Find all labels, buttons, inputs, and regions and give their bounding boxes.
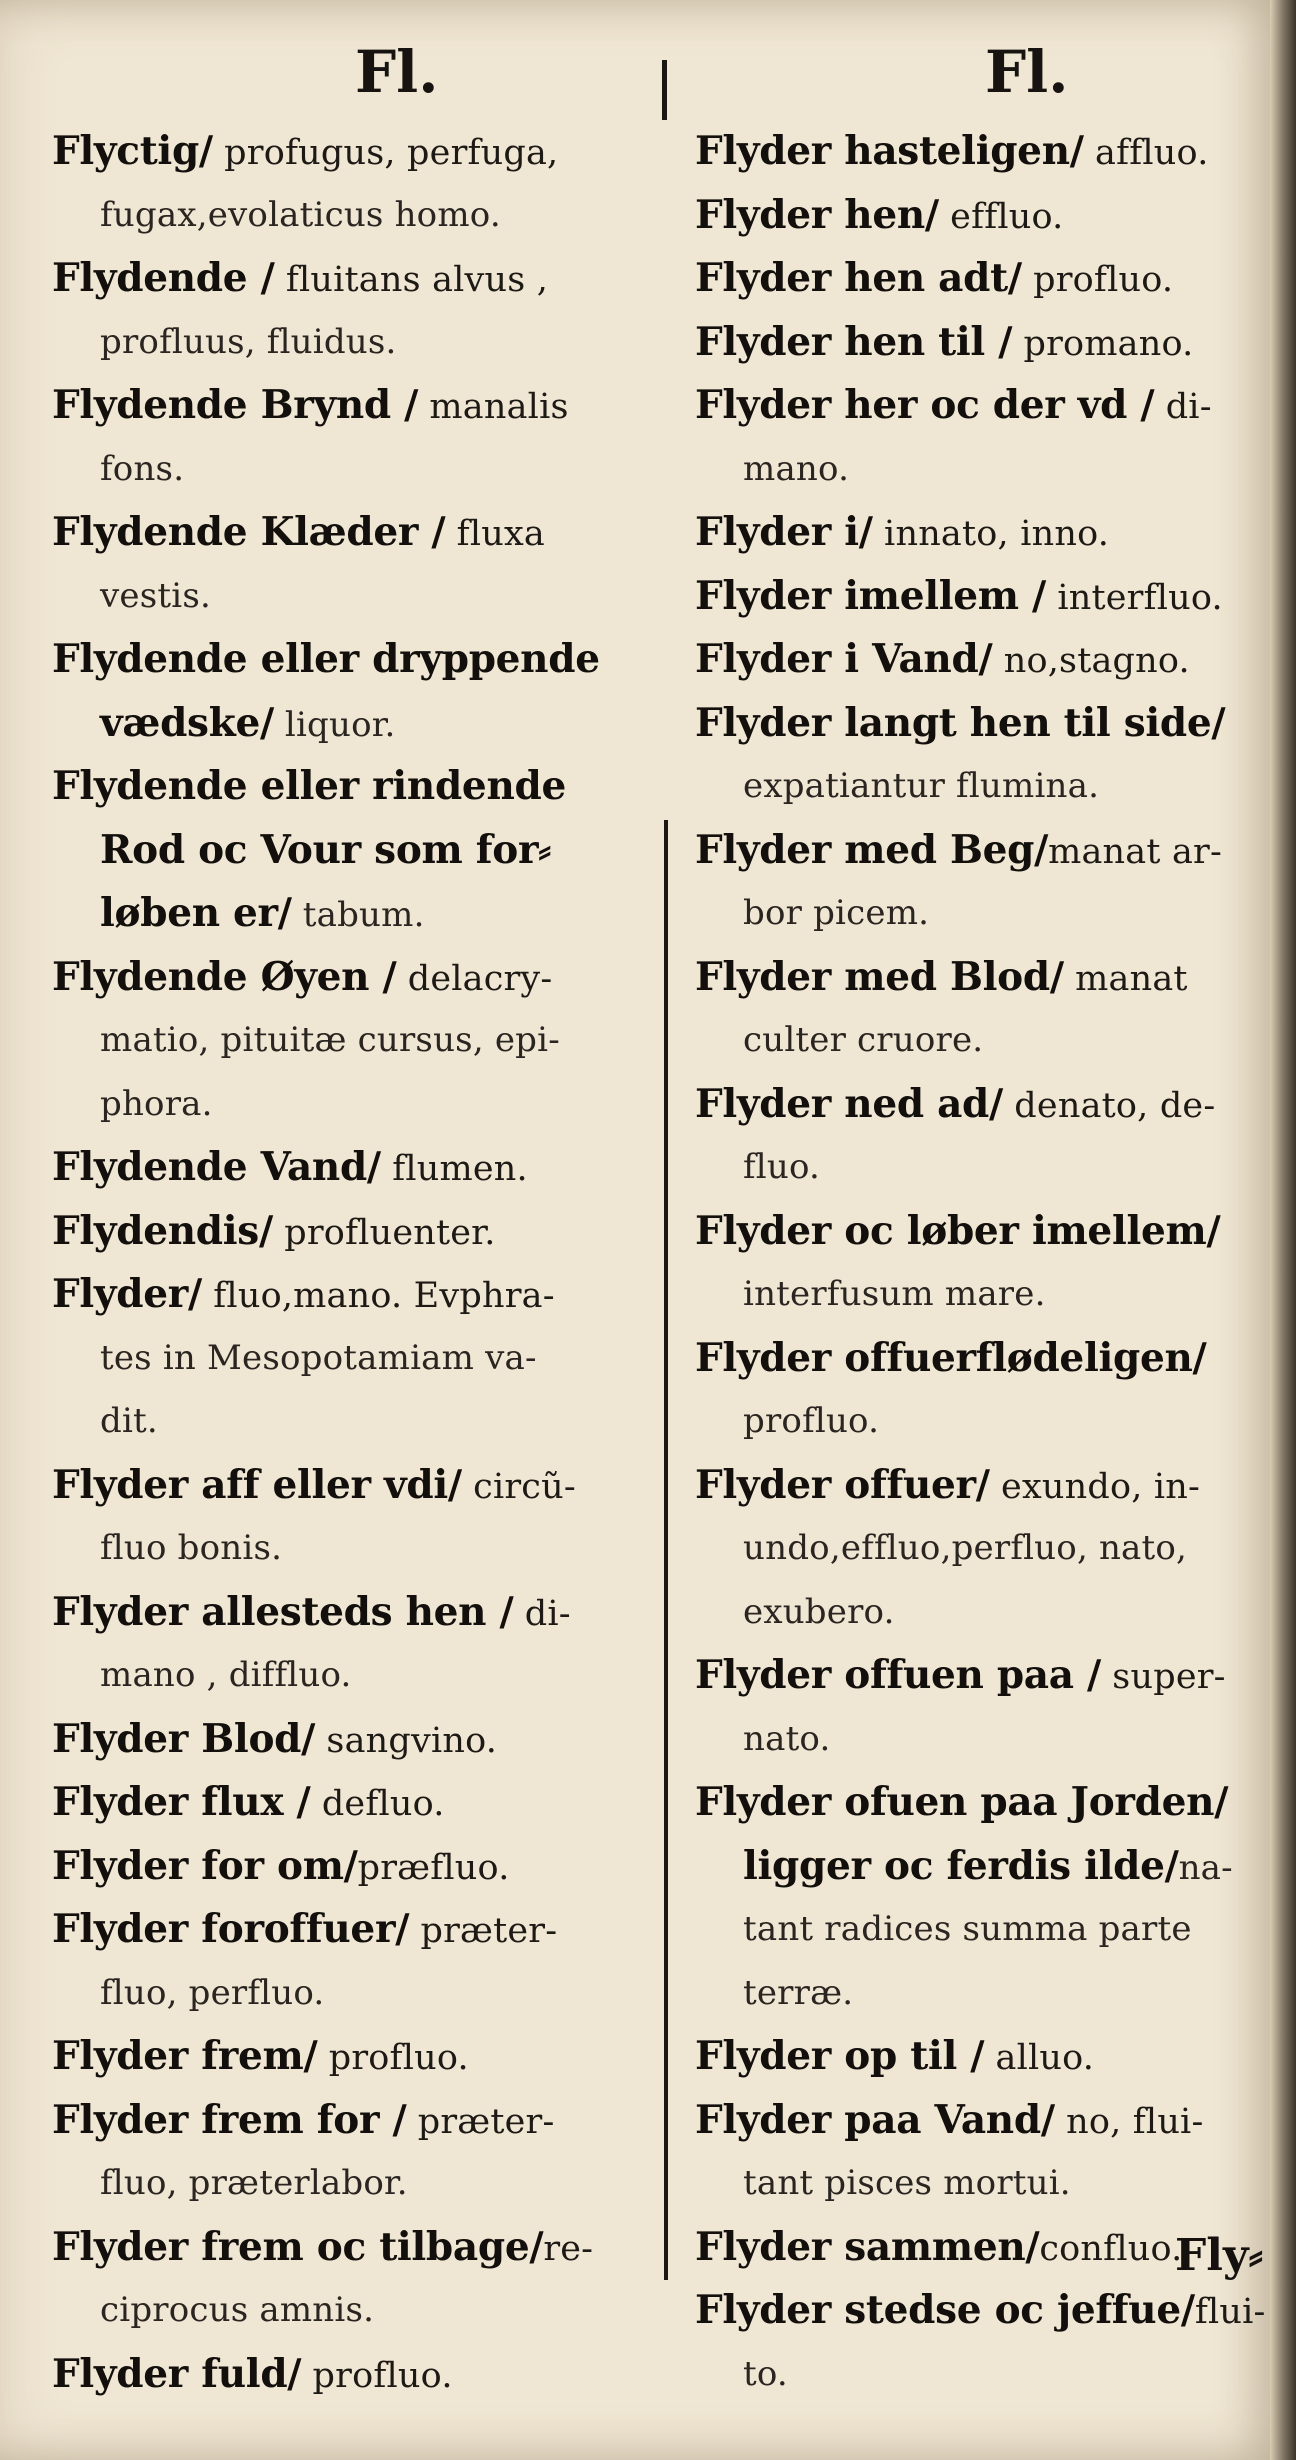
- headword: Flyder i/: [695, 509, 873, 555]
- entry-line: [695, 1136, 1285, 1200]
- entry-line: [695, 2089, 1285, 2153]
- headword: Flyder frem oc tilbage/: [52, 2223, 544, 2270]
- latin-gloss: fluo, perfluo.: [100, 1972, 325, 2013]
- latin-gloss: undo,effluo,perfluo, nato,: [743, 1528, 1188, 1568]
- latin-gloss: mano.: [743, 448, 850, 489]
- latin-gloss: præfluo.: [357, 1847, 510, 1888]
- headword: Rod oc Vour som for⸗: [100, 826, 551, 873]
- entry-line: [52, 1517, 662, 1581]
- latin-gloss: profluo.: [301, 2355, 453, 2396]
- latin-gloss: tant pisces mortui.: [743, 2163, 1071, 2203]
- latin-gloss: manat ar-: [1048, 831, 1222, 872]
- entry-line: [695, 2025, 1285, 2089]
- right-running-head: Fl.: [985, 38, 1069, 106]
- latin-gloss: fluo, præterlabor.: [100, 2163, 408, 2203]
- dictionary-entry: [52, 946, 662, 1137]
- entry-line: [52, 1835, 662, 1899]
- latin-gloss: exubero.: [743, 1591, 895, 1632]
- entry-line: [52, 438, 662, 502]
- headword: Flydende /: [52, 255, 275, 301]
- latin-gloss: præter-: [406, 2101, 555, 2142]
- left-running-head: Fl.: [355, 38, 439, 106]
- latin-gloss: fluo bonis.: [100, 1528, 283, 1568]
- headword: Flyder Blod/: [52, 1715, 316, 1762]
- latin-gloss: tabum.: [291, 895, 425, 935]
- latin-gloss: interfluo.: [1046, 577, 1223, 618]
- dictionary-entry: [695, 1454, 1285, 1645]
- latin-gloss: præter-: [409, 1911, 558, 1951]
- latin-gloss: manalis: [418, 387, 569, 427]
- latin-gloss: defluo.: [310, 1784, 445, 1824]
- entry-line: [695, 1327, 1285, 1391]
- latin-gloss: flui-: [1194, 2292, 1266, 2332]
- entry-line: [695, 1644, 1285, 1708]
- latin-gloss: profluo.: [1021, 260, 1174, 300]
- latin-gloss: innato, inno.: [872, 514, 1110, 554]
- latin-gloss: circũ-: [461, 1466, 576, 1507]
- entry-line: [695, 120, 1285, 184]
- entry-line: [52, 2089, 662, 2153]
- entry-line: [52, 692, 662, 756]
- entry-line: [52, 1390, 662, 1454]
- left-column: [52, 120, 662, 2406]
- headword: Flyder oc løber imellem/: [695, 1207, 1221, 1254]
- entry-line: [695, 1073, 1285, 1137]
- entry-line: [52, 247, 662, 311]
- dictionary-entry: [695, 247, 1285, 311]
- dictionary-entry: [695, 565, 1285, 629]
- dictionary-entry: [52, 1835, 662, 1899]
- headword: Flydende eller dryppende: [52, 636, 600, 682]
- headword: Flyder hen til /: [695, 318, 1013, 365]
- latin-gloss: vestis.: [100, 575, 211, 616]
- dictionary-entry: [52, 2343, 662, 2407]
- dictionary-entry: [52, 1708, 662, 1772]
- entry-line: [52, 1771, 662, 1835]
- column-rule: [664, 820, 668, 2280]
- dictionary-entry: [52, 2089, 662, 2216]
- latin-gloss: phora.: [100, 1083, 213, 1124]
- entry-line: [695, 1581, 1285, 1645]
- headword: Flyder offuerflødeligen/: [695, 1334, 1207, 1381]
- latin-gloss: fluxa: [445, 514, 545, 554]
- entry-line: [52, 311, 662, 375]
- entry-line: [52, 1708, 662, 1772]
- dictionary-entry: [52, 1136, 662, 1200]
- dictionary-entry: [695, 692, 1285, 819]
- latin-gloss: terræ.: [743, 1972, 854, 2013]
- entry-line: [695, 1263, 1285, 1327]
- latin-gloss: interfusum mare.: [743, 1274, 1046, 1314]
- entry-line: [52, 1327, 662, 1391]
- headword: Flyder for om/: [52, 1842, 358, 1889]
- dictionary-entry: [695, 2089, 1285, 2216]
- dictionary-entry: [695, 374, 1285, 501]
- headword: Flyder med Blod/: [695, 953, 1064, 1000]
- latin-gloss: promano.: [1012, 323, 1194, 364]
- headword: Flyder langt hen til side/: [695, 699, 1226, 746]
- headword: Flyder her oc der vd /: [695, 382, 1155, 428]
- entry-line: [695, 1200, 1285, 1264]
- entry-line: [695, 628, 1285, 692]
- entry-line: [52, 628, 662, 692]
- latin-gloss: fluo,mano. Evphra-: [201, 1276, 555, 1316]
- entry-line: [52, 2343, 662, 2407]
- latin-gloss: exundo, in-: [989, 1466, 1201, 1507]
- dictionary-entry: [695, 501, 1285, 565]
- entry-line: [52, 2279, 662, 2343]
- latin-gloss: bor picem.: [743, 893, 930, 933]
- entry-line: [52, 120, 662, 184]
- headword: Flyder fuld/: [52, 2350, 302, 2397]
- entry-line: [695, 1009, 1285, 1073]
- entry-line: [52, 565, 662, 629]
- headword: Flyder imellem /: [695, 572, 1046, 619]
- headword: Flydende eller rindende: [52, 763, 566, 809]
- entry-line: [52, 946, 662, 1010]
- column-rule-top: [662, 60, 667, 120]
- latin-gloss: effluo.: [938, 196, 1064, 237]
- headword: Flyder offuer/: [695, 1461, 990, 1508]
- latin-gloss: expatiantur flumina.: [743, 766, 1100, 806]
- entry-line: [52, 1644, 662, 1708]
- headword: Flydendis/: [52, 1207, 273, 1254]
- entry-line: [52, 501, 662, 565]
- headword: Flyder foroffuer/: [52, 1906, 410, 1952]
- entry-line: [695, 819, 1285, 883]
- latin-gloss: profugus, perfuga,: [212, 133, 559, 173]
- headword: Flyder i Vand/: [695, 636, 993, 682]
- entry-line: [52, 882, 662, 946]
- latin-gloss: fugax,evolaticus homo.: [100, 194, 501, 235]
- headword: Flydende Klæder /: [52, 509, 446, 555]
- headword: Flyder allesteds hen /: [52, 1588, 514, 1635]
- entry-line: [52, 1136, 662, 1200]
- latin-gloss: profluenter.: [272, 1212, 496, 1253]
- latin-gloss: manat: [1063, 958, 1188, 999]
- headword: Flydende Vand/: [52, 1144, 381, 1190]
- entry-line: [52, 2025, 662, 2089]
- entry-line: [695, 1454, 1285, 1518]
- latin-gloss: to.: [743, 2353, 788, 2394]
- headword: Flyder/: [52, 1271, 202, 1317]
- latin-gloss: no,stagno.: [992, 641, 1190, 681]
- entry-line: [695, 438, 1285, 502]
- entry-line: [52, 1200, 662, 1264]
- latin-gloss: na-: [1178, 1847, 1233, 1888]
- right-column: [695, 120, 1285, 2406]
- latin-gloss: fluo.: [743, 1147, 821, 1187]
- entry-line: [695, 755, 1285, 819]
- entry-line: [52, 819, 662, 883]
- dictionary-entry: [52, 1200, 662, 1264]
- latin-gloss: di-: [1154, 387, 1212, 427]
- headword: Flyder med Beg/: [695, 826, 1049, 873]
- dictionary-entry: [52, 120, 662, 247]
- latin-gloss: mano , diffluo.: [100, 1655, 352, 1695]
- latin-gloss: fluitans alvus ,: [274, 260, 549, 300]
- entry-line: [52, 1898, 662, 1962]
- headword: Flyder hen/: [695, 191, 939, 238]
- entry-line: [695, 1390, 1285, 1454]
- dictionary-entry: [52, 247, 662, 374]
- headword: Flyder paa Vand/: [695, 2096, 1055, 2143]
- latin-gloss: affluo.: [1083, 133, 1209, 173]
- latin-gloss: liquor.: [273, 704, 396, 745]
- latin-gloss: delacry-: [396, 958, 553, 999]
- latin-gloss: re-: [543, 2228, 594, 2269]
- latin-gloss: di-: [513, 1593, 571, 1634]
- dictionary-entry: [52, 1263, 662, 1454]
- headword: Flyder hasteligen/: [695, 128, 1084, 174]
- headword: vædske/: [100, 699, 274, 746]
- headword: Flyder ofuen paa Jorden/: [695, 1779, 1229, 1825]
- entry-line: [695, 1898, 1285, 1962]
- entry-line: [695, 2279, 1285, 2343]
- entry-line: [52, 1962, 662, 2026]
- entry-line: [695, 2152, 1285, 2216]
- headword: ligger oc ferdis ilde/: [743, 1842, 1179, 1889]
- entry-line: [695, 501, 1285, 565]
- latin-gloss: sangvino.: [315, 1720, 498, 1761]
- entry-line: [695, 1517, 1285, 1581]
- dictionary-entry: [695, 1073, 1285, 1200]
- entry-line: [695, 374, 1285, 438]
- dictionary-entry: [52, 1771, 662, 1835]
- dictionary-entry: [52, 501, 662, 628]
- headword: Flyder sammen/: [695, 2223, 1040, 2270]
- headword: Flyder flux /: [52, 1779, 311, 1825]
- entry-line: [695, 1962, 1285, 2026]
- entry-line: [695, 2343, 1285, 2407]
- headword: løben er/: [100, 890, 292, 936]
- entry-line: [695, 1771, 1285, 1835]
- dictionary-entry: [52, 1454, 662, 1581]
- headword: Flyctig/: [52, 128, 213, 174]
- dictionary-entry: [52, 2216, 662, 2343]
- entry-line: [695, 565, 1285, 629]
- latin-gloss: confluo.: [1039, 2228, 1183, 2269]
- dictionary-entry: [695, 1644, 1285, 1771]
- entry-line: [52, 2152, 662, 2216]
- latin-gloss: profluo.: [317, 2038, 469, 2078]
- entry-line: [695, 1708, 1285, 1772]
- latin-gloss: ciprocus amnis.: [100, 2290, 375, 2330]
- headword: Flyder offuen paa /: [695, 1652, 1101, 1698]
- latin-gloss: alluo.: [984, 2038, 1095, 2078]
- entry-line: [695, 946, 1285, 1010]
- entry-line: [52, 1073, 662, 1137]
- entry-line: [52, 1454, 662, 1518]
- dictionary-entry: [52, 1581, 662, 1708]
- dictionary-entry: [52, 2025, 662, 2089]
- latin-gloss: super-: [1100, 1657, 1226, 1697]
- entry-line: [695, 882, 1285, 946]
- latin-gloss: profluus, fluidus.: [100, 321, 397, 362]
- latin-gloss: profluo.: [743, 1401, 880, 1441]
- entry-line: [695, 311, 1285, 375]
- headword: Flyder op til /: [695, 2033, 985, 2079]
- dictionary-entry: [52, 1898, 662, 2025]
- entry-line: [695, 247, 1285, 311]
- dictionary-entry: [695, 819, 1285, 946]
- latin-gloss: nato.: [743, 1718, 831, 1759]
- entry-line: [52, 2216, 662, 2280]
- entry-line: [52, 1581, 662, 1645]
- dictionary-entry: [52, 628, 662, 755]
- catchword: Fly⸗: [1175, 2230, 1264, 2281]
- headword: Flyder ned ad/: [695, 1080, 1003, 1127]
- headword: Flydende Øyen /: [52, 953, 397, 1000]
- entry-line: [695, 184, 1285, 248]
- latin-gloss: no, flui-: [1054, 2101, 1204, 2142]
- dictionary-entry: [695, 311, 1285, 375]
- dictionary-entry: [695, 2025, 1285, 2089]
- headword: Flyder aff eller vdi/: [52, 1461, 462, 1508]
- dictionary-entry: [695, 120, 1285, 184]
- dictionary-entry: [695, 2279, 1285, 2406]
- headword: Flyder hen adt/: [695, 255, 1022, 301]
- dictionary-entry: [695, 946, 1285, 1073]
- headword: Flyder frem/: [52, 2033, 318, 2079]
- entry-line: [695, 1835, 1285, 1899]
- entry-line: [695, 692, 1285, 756]
- entry-line: [52, 1009, 662, 1073]
- latin-gloss: tant radices summa parte: [743, 1909, 1192, 1949]
- entry-line: [52, 755, 662, 819]
- dictionary-entry: [52, 755, 662, 946]
- latin-gloss: dit.: [100, 1401, 158, 1441]
- dictionary-entry: [52, 374, 662, 501]
- headword: Flyder stedse oc jeffue/: [695, 2287, 1195, 2333]
- headword: Flydende Brynd /: [52, 382, 419, 428]
- latin-gloss: culter cruore.: [743, 1020, 984, 1060]
- latin-gloss: tes in Mesopotamiam va-: [100, 1337, 537, 1378]
- dictionary-entry: [695, 1200, 1285, 1327]
- latin-gloss: flumen.: [380, 1149, 528, 1189]
- dictionary-entry: [695, 628, 1285, 692]
- latin-gloss: matio, pituitæ cursus, epi-: [100, 1020, 560, 1060]
- entry-line: [52, 184, 662, 248]
- entry-line: [52, 1263, 662, 1327]
- latin-gloss: fons.: [100, 448, 185, 489]
- dictionary-entry: [695, 184, 1285, 248]
- dictionary-entry: [695, 1327, 1285, 1454]
- dictionary-entry: [695, 1771, 1285, 2025]
- headword: Flyder frem for /: [52, 2096, 407, 2143]
- entry-line: [52, 374, 662, 438]
- latin-gloss: denato, de-: [1002, 1085, 1216, 1126]
